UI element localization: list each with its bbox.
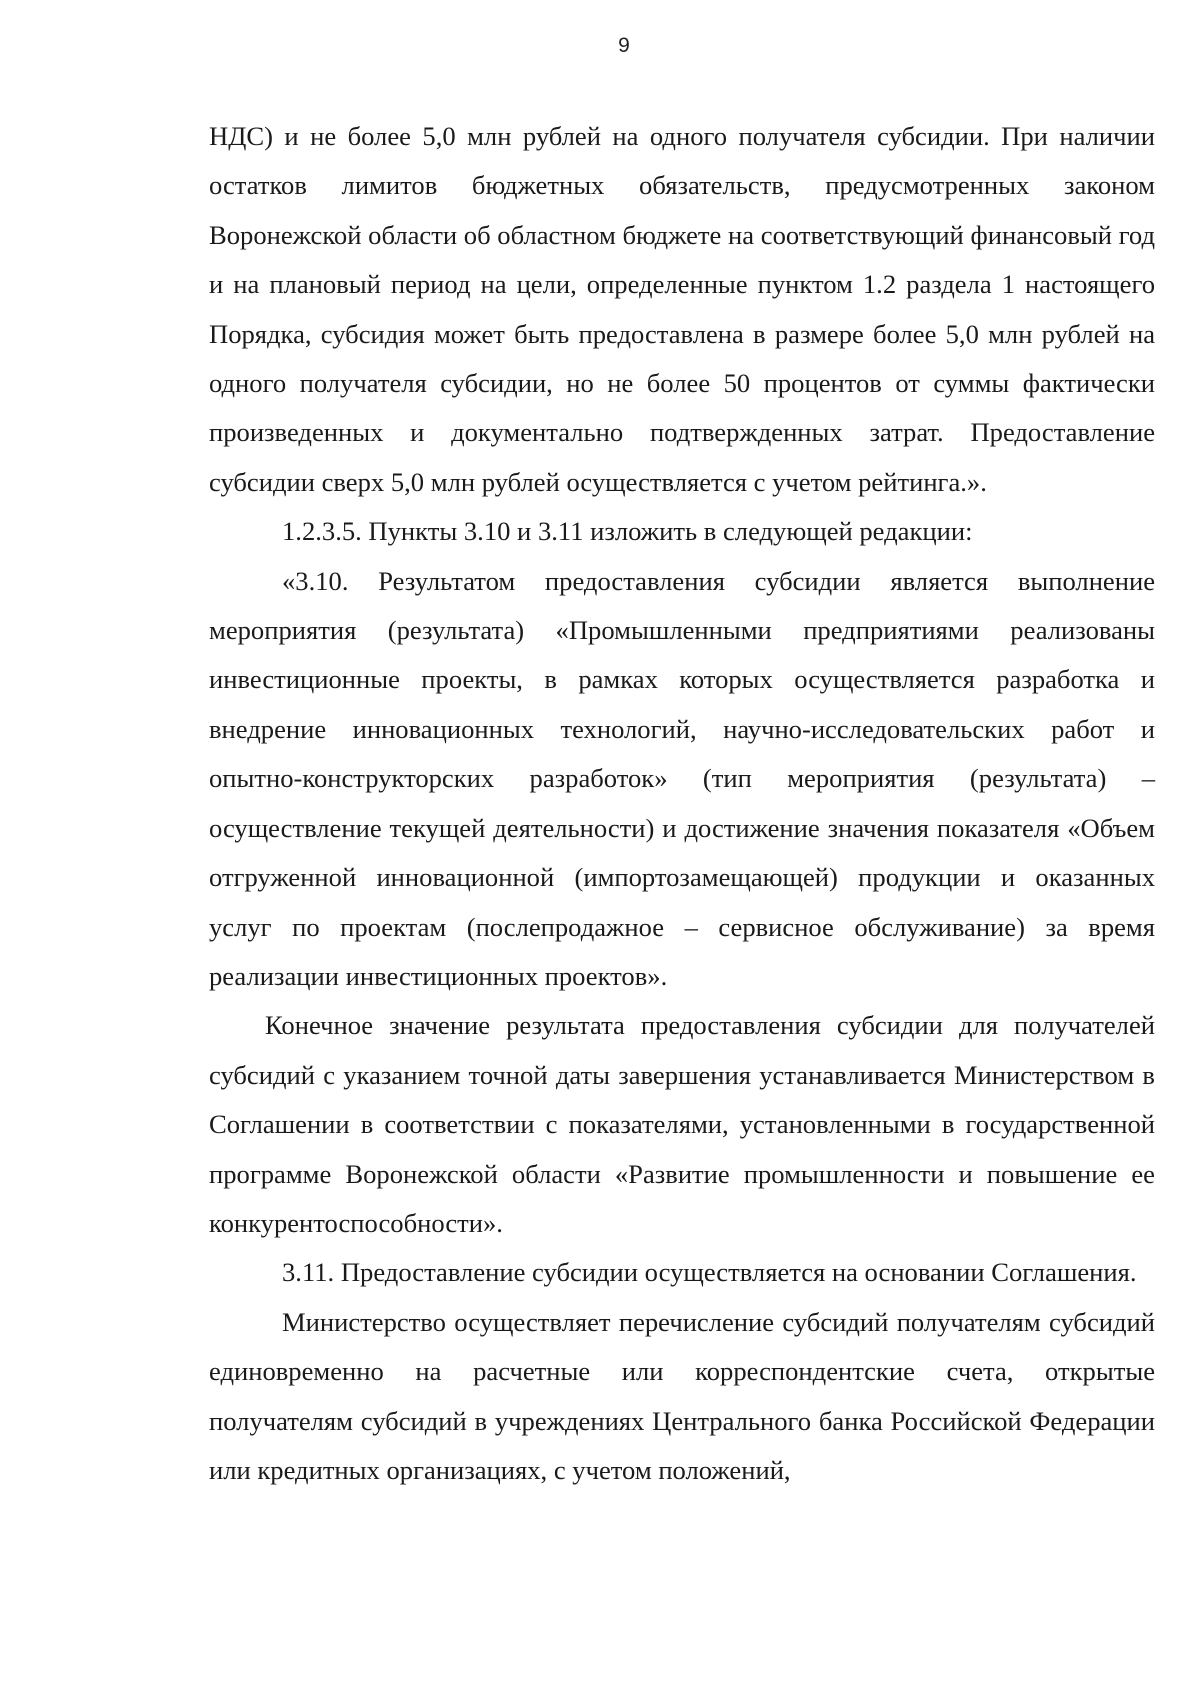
paragraph-clause-3-10: «3.10. Результатом предоставления субсидии является выполнение мероприятия (результата) «Промышленными предприятиями реализованы инвестиционные проекты, в рамках которых осуществляется разработка и внедрение инновационных технологий, научно-исследовательских работ и опытно-конструкторских разработок» (тип мероприятия (результата) – осуществление текущей деятельности) и достижение значения показателя «Объем отгруженной инновационной (импортозамещающей) продукции и оказанных услуг по проектам (послепродажное – сервисное обслуживание) за время реализации инвестиционных проектов». [209, 565, 1155, 991]
document-body [209, 112, 1155, 1495]
paragraph-clause-3-11: 3.11. Предоставление субсидии осуществляется на основании Соглашения. [282, 1257, 1137, 1288]
paragraph-item-1-2-3-5: 1.2.3.5. Пункты 3.10 и 3.11 изложить в следующей редакции: [282, 516, 973, 547]
paragraph-ministry-transfer: Министерство осуществляет перечисление субсидий получателям субсидий единовременно на расчетные или корреспондентские счета, открытые получателям субсидий в учреждениях Центрального банка Российской Федерации или кредитных организациях, с учетом положений, [209, 1306, 1155, 1485]
paragraph-vat-limit: НДС) и не более 5,0 млн рублей на одного получателя субсидии. При наличии остатков лимитов бюджетных обязательств, предусмотренных законом Воронежской области об областном бюджете на соответствующий финансовый год и на плановый период на цели, определенные пунктом 1.2 раздела 1 настоящего Порядка, субсидия может быть предоставлена в размере более 5,0 млн рублей на одного получателя субсидии, но не более 50 процентов от суммы фактически произведенных и документально подтвержденных затрат. Предоставление субсидии сверх 5,0 млн рублей осуществляется с учетом рейтинга.». [209, 121, 1155, 497]
paragraph-final-value: Конечное значение результата предоставления субсидии для получателей субсидий с указанием точной даты завершения устанавливается Министерством в Соглашении в соответствии с показателями, установленными в государственной программе Воронежской области «Развитие промышленности и повышение ее конкурентоспособности». [209, 1010, 1155, 1238]
page-number: 9 [618, 34, 630, 57]
